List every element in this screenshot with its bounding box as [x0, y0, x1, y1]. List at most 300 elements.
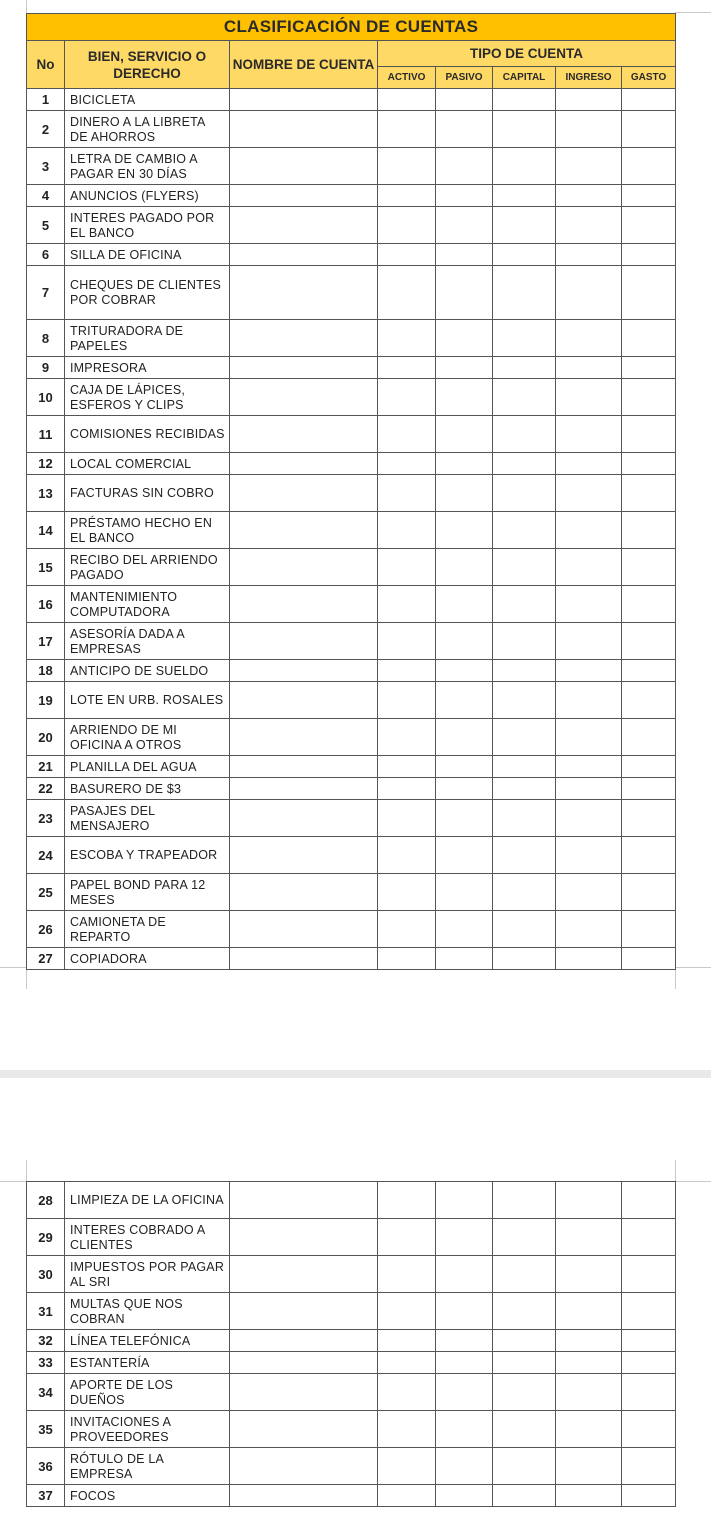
table-row: [27, 800, 676, 837]
capital-cell[interactable]: [493, 148, 556, 185]
capital-cell[interactable]: [493, 911, 556, 948]
item-description: INVITACIONES A PROVEEDORES: [65, 1411, 230, 1448]
header-activo: ACTIVO: [378, 67, 436, 89]
gasto-cell[interactable]: [622, 1374, 676, 1411]
activo-cell[interactable]: [378, 1330, 436, 1352]
pasivo-cell[interactable]: [436, 778, 493, 800]
nombre-cuenta-cell[interactable]: [230, 207, 378, 244]
activo-cell[interactable]: [378, 207, 436, 244]
row-number: 33: [27, 1352, 65, 1374]
ingreso-cell[interactable]: [556, 207, 622, 244]
activo-cell[interactable]: [378, 682, 436, 719]
gasto-cell[interactable]: [622, 756, 676, 778]
gasto-cell[interactable]: [622, 379, 676, 416]
activo-cell[interactable]: [378, 1448, 436, 1485]
capital-cell[interactable]: [493, 266, 556, 320]
ingreso-cell[interactable]: [556, 874, 622, 911]
item-description: PASAJES DEL MENSAJERO: [65, 800, 230, 837]
pasivo-cell[interactable]: [436, 453, 493, 475]
pasivo-cell[interactable]: [436, 148, 493, 185]
activo-cell[interactable]: [378, 512, 436, 549]
gasto-cell[interactable]: [622, 549, 676, 586]
gasto-cell[interactable]: [622, 453, 676, 475]
table-row: [27, 549, 676, 586]
pasivo-cell[interactable]: [436, 586, 493, 623]
gasto-cell[interactable]: [622, 1219, 676, 1256]
activo-cell[interactable]: [378, 719, 436, 756]
pasivo-cell[interactable]: [436, 320, 493, 357]
activo-cell[interactable]: [378, 148, 436, 185]
item-description: IMPRESORA: [65, 357, 230, 379]
item-description: PLANILLA DEL AGUA: [65, 756, 230, 778]
ingreso-cell[interactable]: [556, 756, 622, 778]
pasivo-cell[interactable]: [436, 549, 493, 586]
margin-guide: [675, 1160, 676, 1181]
nombre-cuenta-cell[interactable]: [230, 185, 378, 207]
item-description: PRÉSTAMO HECHO EN EL BANCO: [65, 512, 230, 549]
capital-cell[interactable]: [493, 475, 556, 512]
pasivo-cell[interactable]: [436, 244, 493, 266]
nombre-cuenta-cell[interactable]: [230, 1352, 378, 1374]
gasto-cell[interactable]: [622, 1293, 676, 1330]
gasto-cell[interactable]: [622, 911, 676, 948]
margin-guide: [675, 12, 711, 13]
pasivo-cell[interactable]: [436, 719, 493, 756]
gasto-cell[interactable]: [622, 207, 676, 244]
capital-cell[interactable]: [493, 111, 556, 148]
capital-cell[interactable]: [493, 948, 556, 970]
capital-cell[interactable]: [493, 586, 556, 623]
ingreso-cell[interactable]: [556, 148, 622, 185]
capital-cell[interactable]: [493, 1330, 556, 1352]
ingreso-cell[interactable]: [556, 1485, 622, 1507]
pasivo-cell[interactable]: [436, 837, 493, 874]
nombre-cuenta-cell[interactable]: [230, 948, 378, 970]
ingreso-cell[interactable]: [556, 320, 622, 357]
activo-cell[interactable]: [378, 549, 436, 586]
pasivo-cell[interactable]: [436, 623, 493, 660]
row-number: 17: [27, 623, 65, 660]
ingreso-cell[interactable]: [556, 549, 622, 586]
ingreso-cell[interactable]: [556, 911, 622, 948]
pasivo-cell[interactable]: [436, 207, 493, 244]
row-number: 4: [27, 185, 65, 207]
gasto-cell[interactable]: [622, 1256, 676, 1293]
ingreso-cell[interactable]: [556, 266, 622, 320]
ingreso-cell[interactable]: [556, 453, 622, 475]
row-number: 12: [27, 453, 65, 475]
margin-guide: [0, 1181, 26, 1182]
activo-cell[interactable]: [378, 185, 436, 207]
header-tipo-cuenta: TIPO DE CUENTA: [378, 41, 676, 67]
gasto-cell[interactable]: [622, 586, 676, 623]
gasto-cell[interactable]: [622, 778, 676, 800]
ingreso-cell[interactable]: [556, 416, 622, 453]
item-description: PAPEL BOND PARA 12 MESES: [65, 874, 230, 911]
ingreso-cell[interactable]: [556, 719, 622, 756]
margin-guide: [0, 967, 26, 968]
activo-cell[interactable]: [378, 320, 436, 357]
capital-cell[interactable]: [493, 719, 556, 756]
table-row: [27, 1256, 676, 1293]
row-number: 8: [27, 320, 65, 357]
table-row: [27, 874, 676, 911]
item-description: LOCAL COMERCIAL: [65, 453, 230, 475]
margin-guide: [675, 967, 676, 989]
item-description: ESCOBA Y TRAPEADOR: [65, 837, 230, 874]
capital-cell[interactable]: [493, 682, 556, 719]
gasto-cell[interactable]: [622, 244, 676, 266]
row-number: 10: [27, 379, 65, 416]
item-description: ESTANTERÍA: [65, 1352, 230, 1374]
activo-cell[interactable]: [378, 800, 436, 837]
row-number: 13: [27, 475, 65, 512]
ingreso-cell[interactable]: [556, 1256, 622, 1293]
activo-cell[interactable]: [378, 586, 436, 623]
pasivo-cell[interactable]: [436, 185, 493, 207]
ingreso-cell[interactable]: [556, 660, 622, 682]
pasivo-cell[interactable]: [436, 1448, 493, 1485]
ingreso-cell[interactable]: [556, 837, 622, 874]
pasivo-cell[interactable]: [436, 1485, 493, 1507]
pasivo-cell[interactable]: [436, 1352, 493, 1374]
table-row: [27, 1448, 676, 1485]
capital-cell[interactable]: [493, 1485, 556, 1507]
capital-cell[interactable]: [493, 1411, 556, 1448]
activo-cell[interactable]: [378, 778, 436, 800]
item-description: BICICLETA: [65, 89, 230, 111]
gasto-cell[interactable]: [622, 682, 676, 719]
nombre-cuenta-cell[interactable]: [230, 512, 378, 549]
header-gasto: GASTO: [622, 67, 676, 89]
table-row: [27, 89, 676, 111]
nombre-cuenta-cell[interactable]: [230, 874, 378, 911]
item-description: IMPUESTOS POR PAGAR AL SRI: [65, 1256, 230, 1293]
gasto-cell[interactable]: [622, 266, 676, 320]
table-row: [27, 778, 676, 800]
nombre-cuenta-cell[interactable]: [230, 244, 378, 266]
gasto-cell[interactable]: [622, 89, 676, 111]
activo-cell[interactable]: [378, 837, 436, 874]
pasivo-cell[interactable]: [436, 660, 493, 682]
row-number: 14: [27, 512, 65, 549]
pasivo-cell[interactable]: [436, 948, 493, 970]
nombre-cuenta-cell[interactable]: [230, 379, 378, 416]
activo-cell[interactable]: [378, 1352, 436, 1374]
gasto-cell[interactable]: [622, 512, 676, 549]
gasto-cell[interactable]: [622, 320, 676, 357]
item-description: FACTURAS SIN COBRO: [65, 475, 230, 512]
capital-cell[interactable]: [493, 874, 556, 911]
capital-cell[interactable]: [493, 357, 556, 379]
ingreso-cell[interactable]: [556, 1219, 622, 1256]
pasivo-cell[interactable]: [436, 682, 493, 719]
capital-cell[interactable]: [493, 320, 556, 357]
item-description: TRITURADORA DE PAPELES: [65, 320, 230, 357]
gasto-cell[interactable]: [622, 148, 676, 185]
nombre-cuenta-cell[interactable]: [230, 111, 378, 148]
gasto-cell[interactable]: [622, 1182, 676, 1219]
pasivo-cell[interactable]: [436, 266, 493, 320]
nombre-cuenta-cell[interactable]: [230, 719, 378, 756]
gasto-cell[interactable]: [622, 416, 676, 453]
item-description: INTERES PAGADO POR EL BANCO: [65, 207, 230, 244]
ingreso-cell[interactable]: [556, 185, 622, 207]
activo-cell[interactable]: [378, 416, 436, 453]
ingreso-cell[interactable]: [556, 244, 622, 266]
capital-cell[interactable]: [493, 756, 556, 778]
nombre-cuenta-cell[interactable]: [230, 586, 378, 623]
capital-cell[interactable]: [493, 1374, 556, 1411]
nombre-cuenta-cell[interactable]: [230, 837, 378, 874]
capital-cell[interactable]: [493, 1448, 556, 1485]
gasto-cell[interactable]: [622, 1411, 676, 1448]
activo-cell[interactable]: [378, 357, 436, 379]
capital-cell[interactable]: [493, 185, 556, 207]
pasivo-cell[interactable]: [436, 1293, 493, 1330]
table-row: [27, 244, 676, 266]
nombre-cuenta-cell[interactable]: [230, 416, 378, 453]
item-description: MULTAS QUE NOS COBRAN: [65, 1293, 230, 1330]
page-separator: [0, 1070, 711, 1078]
activo-cell[interactable]: [378, 874, 436, 911]
item-description: BASURERO DE $3: [65, 778, 230, 800]
nombre-cuenta-cell[interactable]: [230, 148, 378, 185]
capital-cell[interactable]: [493, 837, 556, 874]
item-description: APORTE DE LOS DUEÑOS: [65, 1374, 230, 1411]
capital-cell[interactable]: [493, 623, 556, 660]
pasivo-cell[interactable]: [436, 1330, 493, 1352]
activo-cell[interactable]: [378, 1256, 436, 1293]
table-row: [27, 207, 676, 244]
activo-cell[interactable]: [378, 1182, 436, 1219]
nombre-cuenta-cell[interactable]: [230, 660, 378, 682]
nombre-cuenta-cell[interactable]: [230, 89, 378, 111]
nombre-cuenta-cell[interactable]: [230, 1411, 378, 1448]
pasivo-cell[interactable]: [436, 1219, 493, 1256]
pasivo-cell[interactable]: [436, 475, 493, 512]
ingreso-cell[interactable]: [556, 1448, 622, 1485]
pasivo-cell[interactable]: [436, 1182, 493, 1219]
table-row: [27, 416, 676, 453]
table-row: [27, 911, 676, 948]
ingreso-cell[interactable]: [556, 111, 622, 148]
capital-cell[interactable]: [493, 379, 556, 416]
activo-cell[interactable]: [378, 1293, 436, 1330]
ingreso-cell[interactable]: [556, 475, 622, 512]
ingreso-cell[interactable]: [556, 1411, 622, 1448]
gasto-cell[interactable]: [622, 1448, 676, 1485]
row-number: 18: [27, 660, 65, 682]
gasto-cell[interactable]: [622, 1485, 676, 1507]
gasto-cell[interactable]: [622, 948, 676, 970]
activo-cell[interactable]: [378, 266, 436, 320]
capital-cell[interactable]: [493, 244, 556, 266]
capital-cell[interactable]: [493, 89, 556, 111]
item-description: DINERO A LA LIBRETA DE AHORROS: [65, 111, 230, 148]
row-number: 7: [27, 266, 65, 320]
item-description: CHEQUES DE CLIENTES POR COBRAR: [65, 266, 230, 320]
nombre-cuenta-cell[interactable]: [230, 357, 378, 379]
activo-cell[interactable]: [378, 756, 436, 778]
ingreso-cell[interactable]: [556, 1182, 622, 1219]
ingreso-cell[interactable]: [556, 1330, 622, 1352]
margin-guide: [26, 0, 27, 13]
row-number: 6: [27, 244, 65, 266]
capital-cell[interactable]: [493, 1352, 556, 1374]
activo-cell[interactable]: [378, 475, 436, 512]
pasivo-cell[interactable]: [436, 416, 493, 453]
capital-cell[interactable]: [493, 1182, 556, 1219]
row-number: 15: [27, 549, 65, 586]
row-number: 9: [27, 357, 65, 379]
nombre-cuenta-cell[interactable]: [230, 800, 378, 837]
table-row: [27, 379, 676, 416]
table-row: [27, 512, 676, 549]
capital-cell[interactable]: [493, 800, 556, 837]
item-description: ANTICIPO DE SUELDO: [65, 660, 230, 682]
pasivo-cell[interactable]: [436, 1374, 493, 1411]
activo-cell[interactable]: [378, 89, 436, 111]
gasto-cell[interactable]: [622, 837, 676, 874]
nombre-cuenta-cell[interactable]: [230, 1256, 378, 1293]
pasivo-cell[interactable]: [436, 911, 493, 948]
capital-cell[interactable]: [493, 207, 556, 244]
ingreso-cell[interactable]: [556, 357, 622, 379]
item-description: COPIADORA: [65, 948, 230, 970]
pasivo-cell[interactable]: [436, 89, 493, 111]
pasivo-cell[interactable]: [436, 874, 493, 911]
nombre-cuenta-cell[interactable]: [230, 1182, 378, 1219]
ingreso-cell[interactable]: [556, 623, 622, 660]
nombre-cuenta-cell[interactable]: [230, 623, 378, 660]
activo-cell[interactable]: [378, 623, 436, 660]
gasto-cell[interactable]: [622, 185, 676, 207]
gasto-cell[interactable]: [622, 660, 676, 682]
ingreso-cell[interactable]: [556, 586, 622, 623]
nombre-cuenta-cell[interactable]: [230, 1330, 378, 1352]
pasivo-cell[interactable]: [436, 512, 493, 549]
nombre-cuenta-cell[interactable]: [230, 1219, 378, 1256]
item-description: FOCOS: [65, 1485, 230, 1507]
gasto-cell[interactable]: [622, 1330, 676, 1352]
pasivo-cell[interactable]: [436, 1411, 493, 1448]
nombre-cuenta-cell[interactable]: [230, 266, 378, 320]
ingreso-cell[interactable]: [556, 1352, 622, 1374]
row-number: 22: [27, 778, 65, 800]
row-number: 23: [27, 800, 65, 837]
activo-cell[interactable]: [378, 111, 436, 148]
row-number: 29: [27, 1219, 65, 1256]
nombre-cuenta-cell[interactable]: [230, 320, 378, 357]
pasivo-cell[interactable]: [436, 800, 493, 837]
activo-cell[interactable]: [378, 453, 436, 475]
activo-cell[interactable]: [378, 911, 436, 948]
capital-cell[interactable]: [493, 778, 556, 800]
gasto-cell[interactable]: [622, 111, 676, 148]
pasivo-cell[interactable]: [436, 756, 493, 778]
gasto-cell[interactable]: [622, 874, 676, 911]
row-number: 27: [27, 948, 65, 970]
ingreso-cell[interactable]: [556, 89, 622, 111]
activo-cell[interactable]: [378, 1219, 436, 1256]
pasivo-cell[interactable]: [436, 111, 493, 148]
item-description: ANUNCIOS (FLYERS): [65, 185, 230, 207]
row-number: 31: [27, 1293, 65, 1330]
activo-cell[interactable]: [378, 948, 436, 970]
ingreso-cell[interactable]: [556, 379, 622, 416]
nombre-cuenta-cell[interactable]: [230, 475, 378, 512]
table-row: [27, 586, 676, 623]
nombre-cuenta-cell[interactable]: [230, 1374, 378, 1411]
nombre-cuenta-cell[interactable]: [230, 453, 378, 475]
nombre-cuenta-cell[interactable]: [230, 682, 378, 719]
table-row: [27, 1352, 676, 1374]
nombre-cuenta-cell[interactable]: [230, 778, 378, 800]
ingreso-cell[interactable]: [556, 512, 622, 549]
nombre-cuenta-cell[interactable]: [230, 1293, 378, 1330]
ingreso-cell[interactable]: [556, 800, 622, 837]
margin-guide: [26, 1160, 27, 1181]
activo-cell[interactable]: [378, 244, 436, 266]
activo-cell[interactable]: [378, 660, 436, 682]
table-row: [27, 1293, 676, 1330]
table-row: [27, 1219, 676, 1256]
gasto-cell[interactable]: [622, 623, 676, 660]
nombre-cuenta-cell[interactable]: [230, 549, 378, 586]
pasivo-cell[interactable]: [436, 1256, 493, 1293]
row-number: 25: [27, 874, 65, 911]
activo-cell[interactable]: [378, 1411, 436, 1448]
gasto-cell[interactable]: [622, 475, 676, 512]
capital-cell[interactable]: [493, 549, 556, 586]
margin-guide: [675, 967, 711, 968]
activo-cell[interactable]: [378, 1485, 436, 1507]
table-row: [27, 719, 676, 756]
nombre-cuenta-cell[interactable]: [230, 756, 378, 778]
capital-cell[interactable]: [493, 660, 556, 682]
pasivo-cell[interactable]: [436, 379, 493, 416]
ingreso-cell[interactable]: [556, 1374, 622, 1411]
table-row: [27, 682, 676, 719]
nombre-cuenta-cell[interactable]: [230, 1485, 378, 1507]
margin-guide: [675, 1181, 711, 1182]
table-row: [27, 320, 676, 357]
item-description: INTERES COBRADO A CLIENTES: [65, 1219, 230, 1256]
table-row: [27, 1485, 676, 1507]
capital-cell[interactable]: [493, 512, 556, 549]
activo-cell[interactable]: [378, 379, 436, 416]
capital-cell[interactable]: [493, 1219, 556, 1256]
capital-cell[interactable]: [493, 416, 556, 453]
gasto-cell[interactable]: [622, 1352, 676, 1374]
activo-cell[interactable]: [378, 1374, 436, 1411]
capital-cell[interactable]: [493, 1256, 556, 1293]
nombre-cuenta-cell[interactable]: [230, 911, 378, 948]
gasto-cell[interactable]: [622, 800, 676, 837]
ingreso-cell[interactable]: [556, 778, 622, 800]
gasto-cell[interactable]: [622, 719, 676, 756]
pasivo-cell[interactable]: [436, 357, 493, 379]
capital-cell[interactable]: [493, 453, 556, 475]
ingreso-cell[interactable]: [556, 948, 622, 970]
gasto-cell[interactable]: [622, 357, 676, 379]
ingreso-cell[interactable]: [556, 682, 622, 719]
nombre-cuenta-cell[interactable]: [230, 1448, 378, 1485]
capital-cell[interactable]: [493, 1293, 556, 1330]
ingreso-cell[interactable]: [556, 1293, 622, 1330]
row-number: 35: [27, 1411, 65, 1448]
